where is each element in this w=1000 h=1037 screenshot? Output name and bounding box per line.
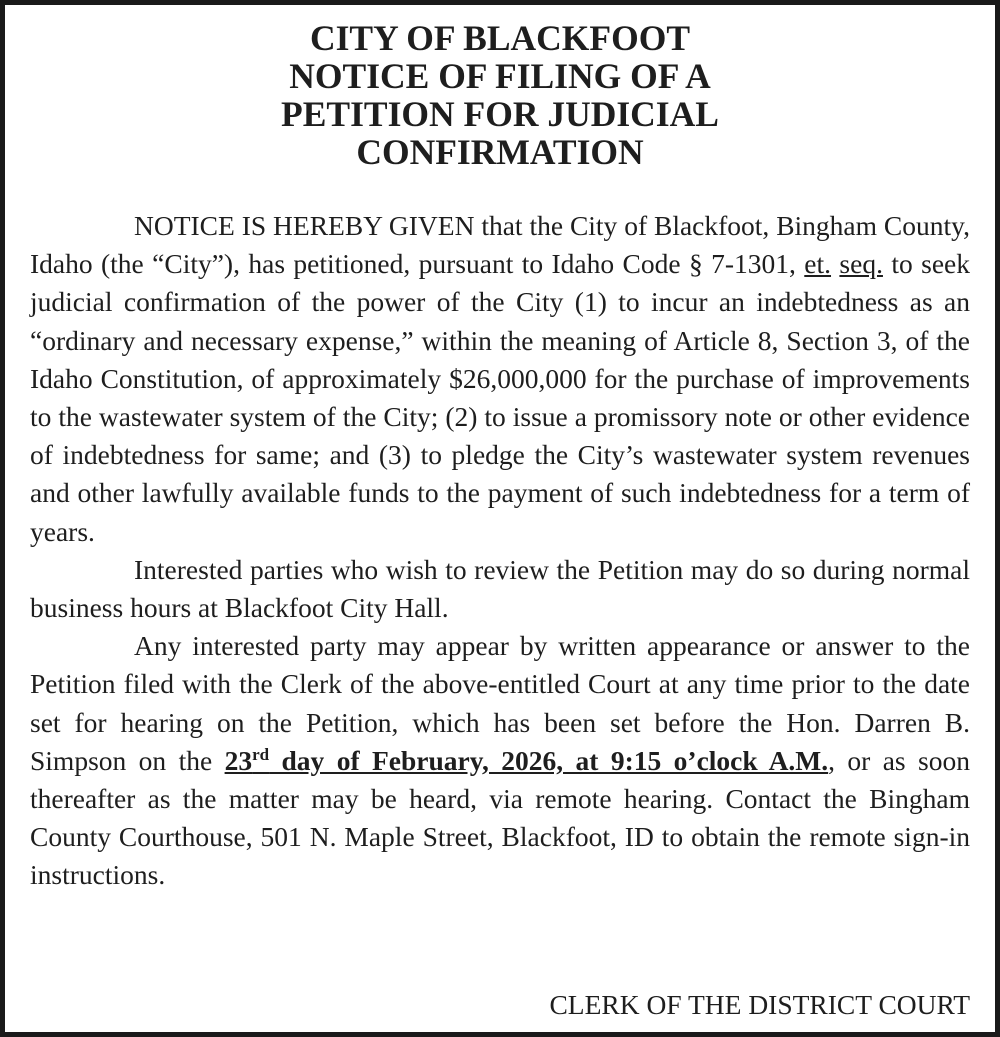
hearing-day-suffix: rd xyxy=(252,744,270,764)
hearing-day: 23 xyxy=(224,744,253,776)
paragraph-petition-text-b: to seek judicial confirmation of the power of the City (1) to incur an indebtedness as an “ordinary and necessary expense,” within the meaning of Article 8, Section 3, of the Idaho Constitution, of approximately $26,000,000 for the purchase of improvements to the wastewater system of the City; (2) to issue a promissory note or other evidence of indebtedness for same; and (3) to pledge the City’s wastewater system revenues and other lawfully available funds to the payment of such indebtedness for a term of years. xyxy=(30,248,970,547)
title-line-4: CONFIRMATION xyxy=(356,132,644,172)
title-line-2: NOTICE OF FILING OF A xyxy=(289,56,711,96)
signature-line: CLERK OF THE DISTRICT COURT xyxy=(549,989,970,1020)
notice-body xyxy=(30,207,970,895)
title-line-1: CITY OF BLACKFOOT xyxy=(309,18,690,58)
paragraph-review: Interested parties who wish to review the Petition may do so during normal business hours at Blackfoot City Hall. xyxy=(30,553,970,624)
paragraph-petition-text-a: NOTICE IS HEREBY GIVEN that the City of Blackfoot, Bingham County, Idaho (the “City”), has petitioned, pursuant to Idaho Code § 7-1301, xyxy=(30,210,970,280)
hearing-date-rest: day of February, 2026, at 9:15 o’clock A.M. xyxy=(269,744,829,776)
seq-abbrev: seq. xyxy=(839,248,883,280)
paragraph-appearance-text-b: , or as soon thereafter as the matter may be heard, via remote hearing. Contact the Bingham County Courthouse, 501 N. Maple Street, Blackfoot, ID to obtain the remote sign-in instructions. xyxy=(30,744,970,891)
et-abbrev: et. xyxy=(804,248,832,280)
paragraph-appearance xyxy=(30,627,970,894)
title-line-3: PETITION FOR JUDICIAL xyxy=(281,94,719,134)
paragraph-appearance-text-a: Any interested party may appear by written appearance or answer to the Petition filed with the Clerk of the above-entitled Court at any time prior to the date set for hearing on the Petition, which has been set before the Hon. Darren B. Simpson on the xyxy=(30,630,970,776)
notice-title xyxy=(30,19,970,171)
hearing-date xyxy=(225,745,829,776)
paragraph-petition xyxy=(30,207,970,551)
